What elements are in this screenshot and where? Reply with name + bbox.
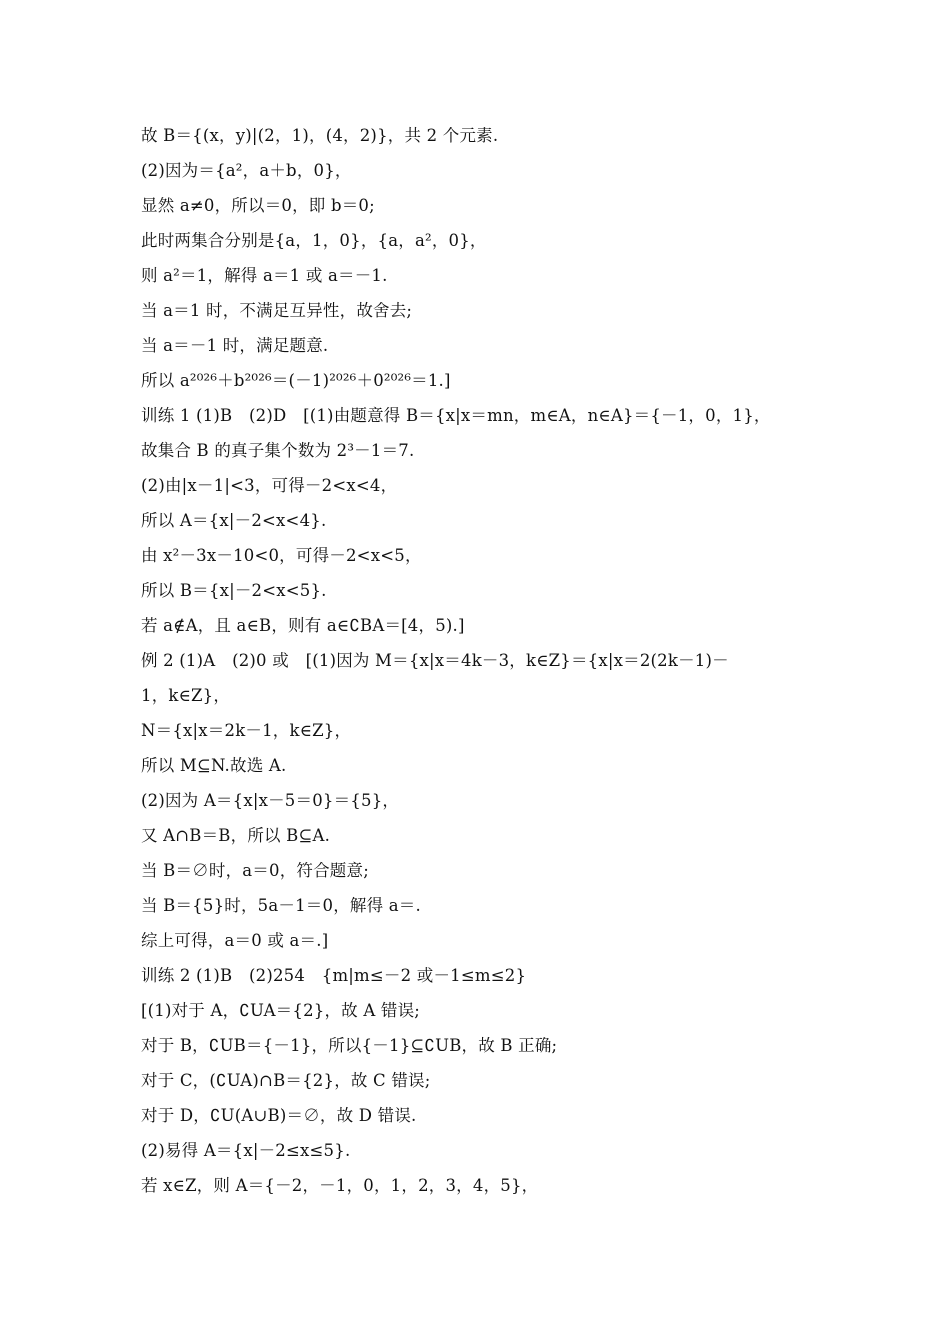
text-line: (2)因为 A＝{x|x－5＝0}＝{5}，	[141, 791, 400, 810]
text-line: 当 B＝∅时，a＝0，符合题意;	[141, 861, 369, 880]
text-line: 1，k∈Z}，	[141, 686, 231, 705]
text-line: (2)易得 A＝{x|－2≤x≤5}.	[141, 1141, 351, 1160]
text-line: 则 a²＝1，解得 a＝1 或 a＝－1.	[141, 266, 388, 285]
text-line: 又 A∩B＝B，所以 B⊆A.	[141, 826, 331, 845]
text-line: 当 a＝1 时，不满足互异性，故舍去;	[141, 301, 413, 320]
text-line: 所以 a²⁰²⁶＋b²⁰²⁶＝(－1)²⁰²⁶＋0²⁰²⁶＝1.]	[141, 371, 451, 390]
text-line: 当 a＝－1 时，满足题意.	[141, 336, 329, 355]
exercise-1-heading-line: 训练 1 (1)B (2)D [(1)由题意得 B＝{x|x＝mn，m∈A，n∈A}＝{－1，0，1}，	[141, 406, 771, 425]
text-line: 故 B＝{(x，y)|(2，1)，(4，2)}，共 2 个元素.	[141, 126, 499, 145]
example-2-heading-line: 例 2 (1)A (2)0 或 [(1)因为 M＝{x|x＝4k－3，k∈Z}＝{x|x＝2(2k－1)－	[141, 651, 729, 670]
text-line: 当 B＝{5}时，5a－1＝0，解得 a＝.	[141, 896, 421, 915]
text-line: 所以 M⊆N.故选 A.	[141, 756, 287, 775]
exercise-2-heading-line: 训练 2 (1)B (2)254 {m|m≤－2 或－1≤m≤2}	[141, 966, 527, 985]
text-line: 显然 a≠0，所以＝0，即 b＝0;	[141, 196, 375, 215]
text-line: 此时两集合分别是{a，1，0}，{a，a²，0}，	[141, 231, 487, 250]
text-line: 若 x∈Z，则 A＝{－2，－1，0，1，2，3，4，5}，	[141, 1176, 539, 1195]
text-line: 若 a∉A，且 a∈B，则有 a∈∁BA＝[4，5).]	[141, 616, 465, 635]
text-line: 综上可得，a＝0 或 a＝.]	[141, 931, 329, 950]
document-body	[141, 124, 811, 1209]
text-line: 对于 B，∁UB＝{－1}，所以{－1}⊆∁UB，故 B 正确;	[141, 1036, 558, 1055]
text-line: 对于 D，∁U(A∪B)＝∅，故 D 错误.	[141, 1106, 417, 1125]
text-line: 所以 B＝{x|－2<x<5}.	[141, 581, 327, 600]
text-line: N＝{x|x＝2k－1，k∈Z}，	[141, 721, 352, 740]
text-line: 所以 A＝{x|－2<x<4}.	[141, 511, 327, 530]
text-line: 故集合 B 的真子集个数为 2³－1＝7.	[141, 441, 415, 460]
text-line: 对于 C，(∁UA)∩B＝{2}，故 C 错误;	[141, 1071, 431, 1090]
text-line: 由 x²－3x－10<0，可得－2<x<5，	[141, 546, 422, 565]
text-line: (2)由|x－1|<3，可得－2<x<4，	[141, 476, 398, 495]
text-line: [(1)对于 A，∁UA＝{2}，故 A 错误;	[141, 1001, 421, 1020]
text-line: (2)因为＝{a²，a＋b，0}，	[141, 161, 352, 180]
